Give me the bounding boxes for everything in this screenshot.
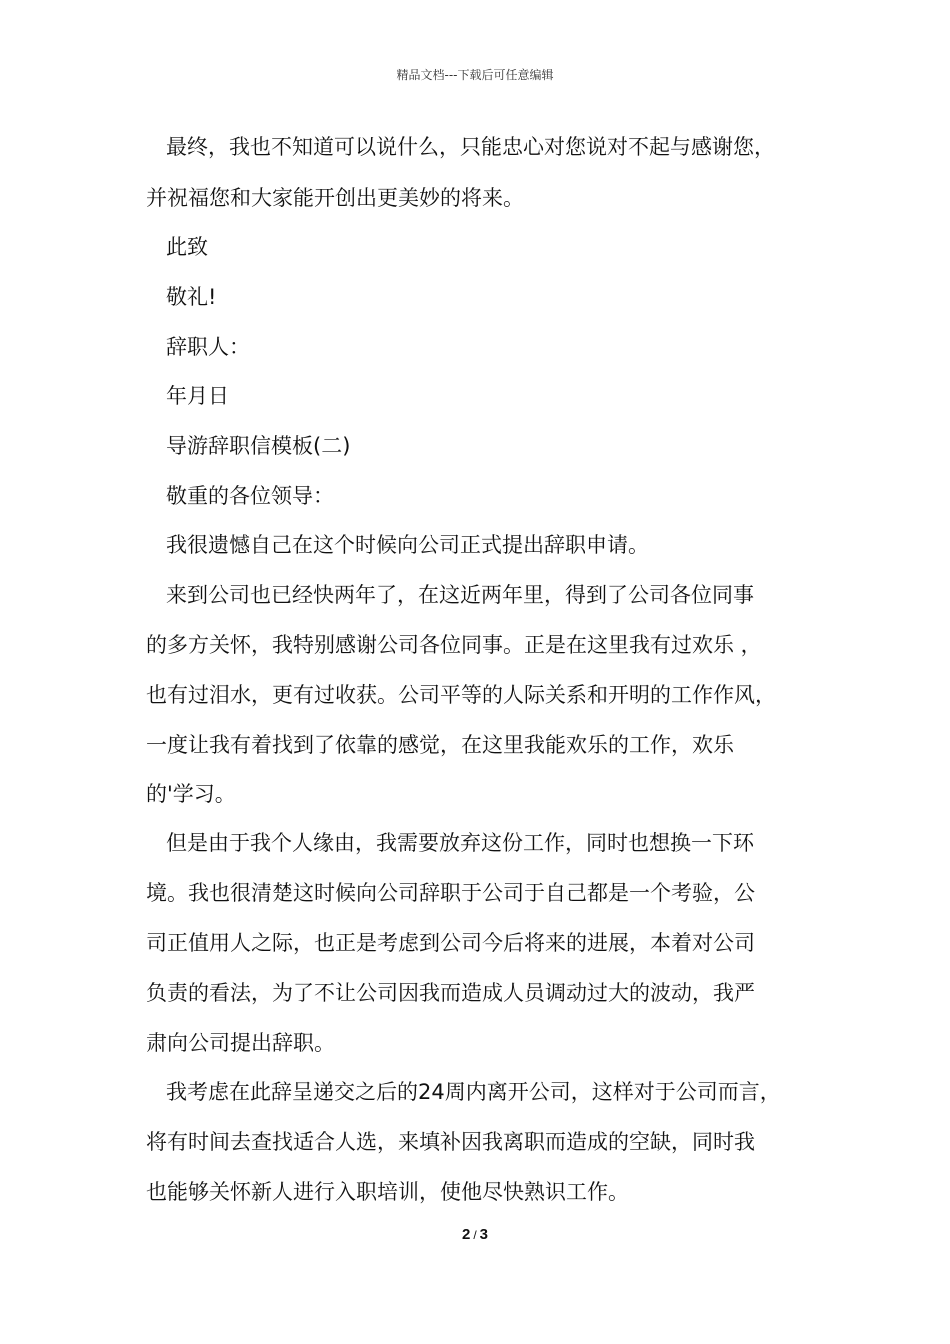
paragraph-line: 也有过泪水，更有过收获。公司平等的人际关系和开明的工作作风， bbox=[146, 683, 776, 707]
date-line: 年月日 bbox=[166, 384, 229, 408]
paragraph-line: 负责的看法，为了不让公司因我而造成人员调动过大的波动，我严 bbox=[146, 981, 755, 1005]
paragraph-line: 一度让我有着找到了依靠的感觉，在这里我能欢乐的工作，欢乐 bbox=[146, 733, 734, 757]
closing-salutation: 敬礼! bbox=[166, 285, 217, 309]
paragraph-line: 最终，我也不知道可以说什么，只能忠心对您说对不起与感谢您， bbox=[166, 135, 775, 159]
page-header: 精品文档---下载后可任意编辑 bbox=[396, 68, 554, 82]
paragraph-line: 也能够关怀新人进行入职培训，使他尽快熟识工作。 bbox=[146, 1180, 629, 1204]
paragraph-line: 来到公司也已经快两年了，在这近两年里，得到了公司各位同事 bbox=[166, 583, 754, 607]
current-page: 2 bbox=[461, 1226, 471, 1243]
signature-line: 辞职人： bbox=[166, 335, 250, 359]
paragraph-line: 境。我也很清楚这时候向公司辞职于公司于自己都是一个考验，公 bbox=[146, 881, 755, 905]
paragraph-line: 但是由于我个人缘由，我需要放弃这份工作，同时也想换一下环 bbox=[166, 831, 754, 855]
page-number bbox=[0, 1226, 950, 1243]
paragraph-line: 并祝福您和大家能开创出更美妙的将来。 bbox=[146, 186, 524, 210]
page-separator: / bbox=[473, 1228, 477, 1242]
paragraph-line: 的多方关怀，我特别感谢公司各位同事。正是在这里我有过欢乐 ， bbox=[146, 633, 762, 657]
section-title: 导游辞职信模板(二) bbox=[166, 434, 351, 458]
paragraph-line: 肃向公司提出辞职。 bbox=[146, 1031, 335, 1055]
greeting-line: 敬重的各位领导： bbox=[166, 484, 334, 508]
paragraph-line: 我考虑在此辞呈递交之后的24周内离开公司，这样对于公司而言， bbox=[166, 1080, 781, 1104]
paragraph-line: 的'学习。 bbox=[146, 782, 236, 806]
paragraph-line: 将有时间去查找适合人选，来填补因我离职而造成的空缺，同时我 bbox=[146, 1130, 755, 1154]
paragraph-line: 司正值用人之际，也正是考虑到公司今后将来的进展，本着对公司 bbox=[146, 931, 755, 955]
closing-line: 此致 bbox=[166, 235, 208, 259]
paragraph-line: 我很遗憾自己在这个时候向公司正式提出辞职申请。 bbox=[166, 533, 649, 557]
total-pages: 3 bbox=[479, 1226, 489, 1243]
